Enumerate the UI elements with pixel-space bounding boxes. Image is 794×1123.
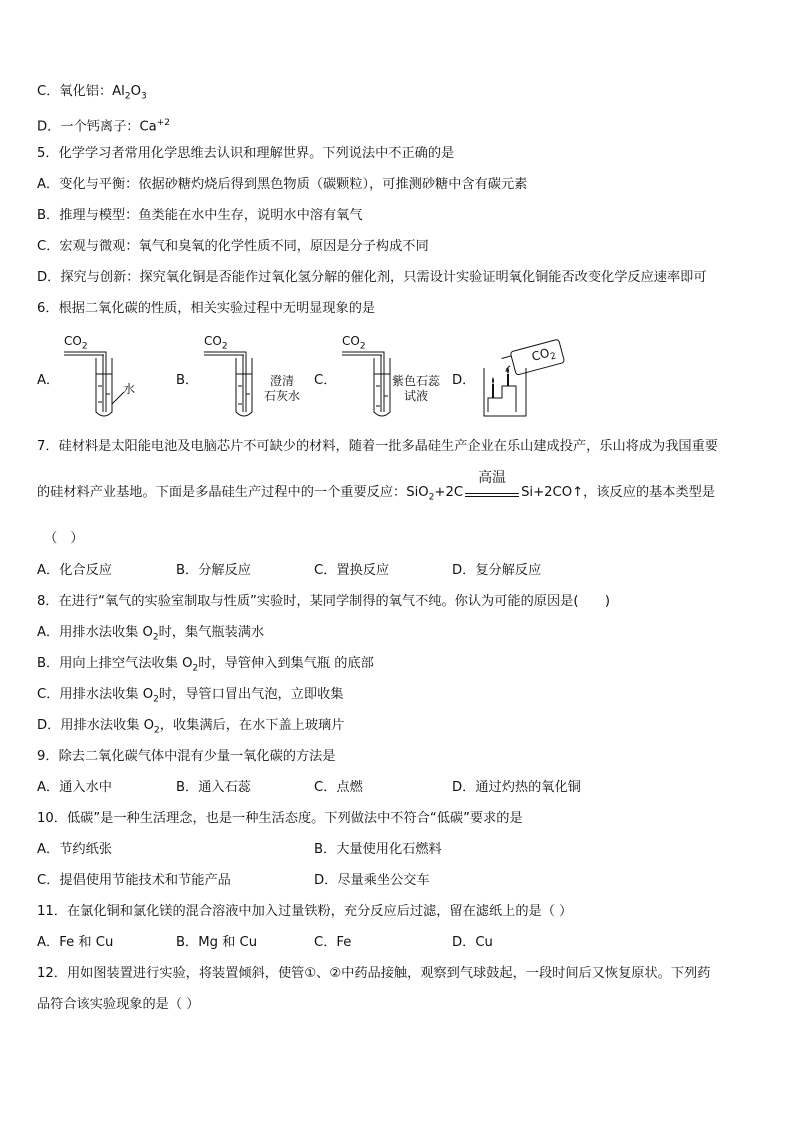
q8-option-a: A．用排水法收集 $O_2$时，集气瓶装满水: [37, 625, 265, 643]
q12-stem-line2: 品符合该实验现象的是（ ）: [37, 997, 200, 1012]
q5-option-a: A．变化与平衡：依据砂糖灼烧后得到黑色物质（碳颗粒），可推测砂糖中含有碳元素: [37, 177, 528, 192]
q5-stem: 5．化学学习者常用化学思维去认识和理解世界。下列说法中不正确的是: [37, 146, 455, 161]
q7-stem-line1: 7．硅材料是太阳能电池及电脑芯片不可缺少的材料，随着一批多晶硅生产企业在乐山建成投产，乐山将成为我国重要: [37, 439, 718, 454]
q5-option-b: B．推理与模型：鱼类能在水中生存，说明水中溶有氧气: [37, 208, 363, 223]
q7-option-a: A．化合反应: [37, 563, 112, 578]
q9-option-c: C．点燃: [314, 780, 363, 795]
test-tube-water-diagram: [60, 334, 160, 420]
q7-option-b: B．分解反应: [176, 563, 251, 578]
q9-option-b: B．通入石蕊: [176, 780, 251, 795]
q12-stem-line1: 12．用如图装置进行实验，将装置倾斜，使管①、②中药品接触，观察到气球鼓起，一段时间后又恢复原状。下列药: [37, 966, 711, 981]
q8-option-c: C．用排水法收集 $O_2$时，导管口冒出气泡，立即收集: [37, 687, 344, 705]
q7-option-c: C．置换反应: [314, 563, 390, 578]
q9-option-a: A．通入水中: [37, 780, 112, 795]
co2-label: $CO_2$: [204, 334, 228, 352]
q8-option-b: B．用向上排空气法收集 $O_2$时，导管伸入到集气瓶 的底部: [37, 656, 374, 674]
q6-label-d: D．: [452, 373, 476, 388]
q6-label-a: A．: [37, 373, 60, 388]
q10-option-d: D．尽量乘坐公交车: [314, 873, 430, 888]
q11-option-c: C．Fe: [314, 935, 352, 950]
q7-stem-line2: 的硅材料产业基地。下面是多晶硅生产过程中的一个重要反应：SiO$_2$+2C 高温 Si+2CO↑，该反应的基本类型是: [37, 484, 715, 507]
q8-stem: 8．在进行“氧气的实验室制取与性质”实验时，某同学制得的氧气不纯。你认为可能的原因是( ): [37, 594, 611, 609]
q8-option-d: D．用排水法收集 $O_2$，收集满后，在水下盖上玻璃片: [37, 718, 345, 736]
q6-figure-c: [338, 334, 448, 420]
q6-figure-b: [200, 334, 310, 420]
q10-option-c: C．提倡使用节能技术和节能产品: [37, 873, 231, 888]
q11-option-a: A．Fe 和 Cu: [37, 935, 114, 950]
co2-label: $CO_2$: [342, 334, 366, 352]
reaction-condition-arrow: 高温: [463, 489, 521, 507]
q10-stem: 10．低碳”是一种生活理念，也是一种生活态度。下列做法中不符合“低碳”要求的是: [37, 811, 523, 826]
q11-option-b: B．Mg 和 Cu: [176, 935, 258, 950]
q9-option-d: D．通过灼热的氧化铜: [452, 780, 581, 795]
q7-option-d: D．复分解反应: [452, 563, 542, 578]
q11-option-d: D．Cu: [452, 935, 493, 950]
candle-staircase-diagram: [476, 338, 576, 420]
q9-stem: 9．除去二氧化碳气体中混有少量一氧化碳的方法是: [37, 749, 336, 764]
q10-option-a: A．节约纸张: [37, 842, 112, 857]
q5-option-d: D．探究与创新：探究氧化铜是否能作过氧化氢分解的催化剂，只需设计实验证明氧化铜能否改变化学反应速率即可: [37, 270, 707, 285]
q6-label-b: B．: [176, 373, 199, 388]
q10-option-b: B．大量使用化石燃料: [314, 842, 442, 857]
liquid-label-limewater: 澄清 石灰水: [264, 374, 301, 403]
liquid-label-water: 水: [123, 382, 136, 396]
q4-option-d: D．一个钙离子：$Ca^{+2}$: [37, 118, 171, 135]
q6-stem: 6．根据二氧化碳的性质，相关实验过程中无明显现象的是: [37, 301, 376, 316]
q11-stem: 11．在氯化铜和氯化镁的混合溶液中加入过量铁粉，充分反应后过滤，留在滤纸上的是（ ）: [37, 904, 573, 919]
q7-blank: （ ）: [44, 531, 84, 546]
co2-label: $CO_2$: [530, 345, 558, 364]
q5-option-c: C．宏观与微观：氧气和臭氧的化学性质不同，原因是分子构成不同: [37, 239, 429, 254]
co2-label: $CO_2$: [64, 334, 88, 352]
q4-option-c: C．氧化铝：$Al_2O_3$: [37, 84, 147, 102]
q6-figure-a: [60, 334, 160, 420]
q6-label-c: C．: [314, 373, 337, 388]
liquid-label-litmus: 紫色石蕊 试液: [392, 374, 441, 403]
q6-figure-d: [476, 338, 576, 420]
